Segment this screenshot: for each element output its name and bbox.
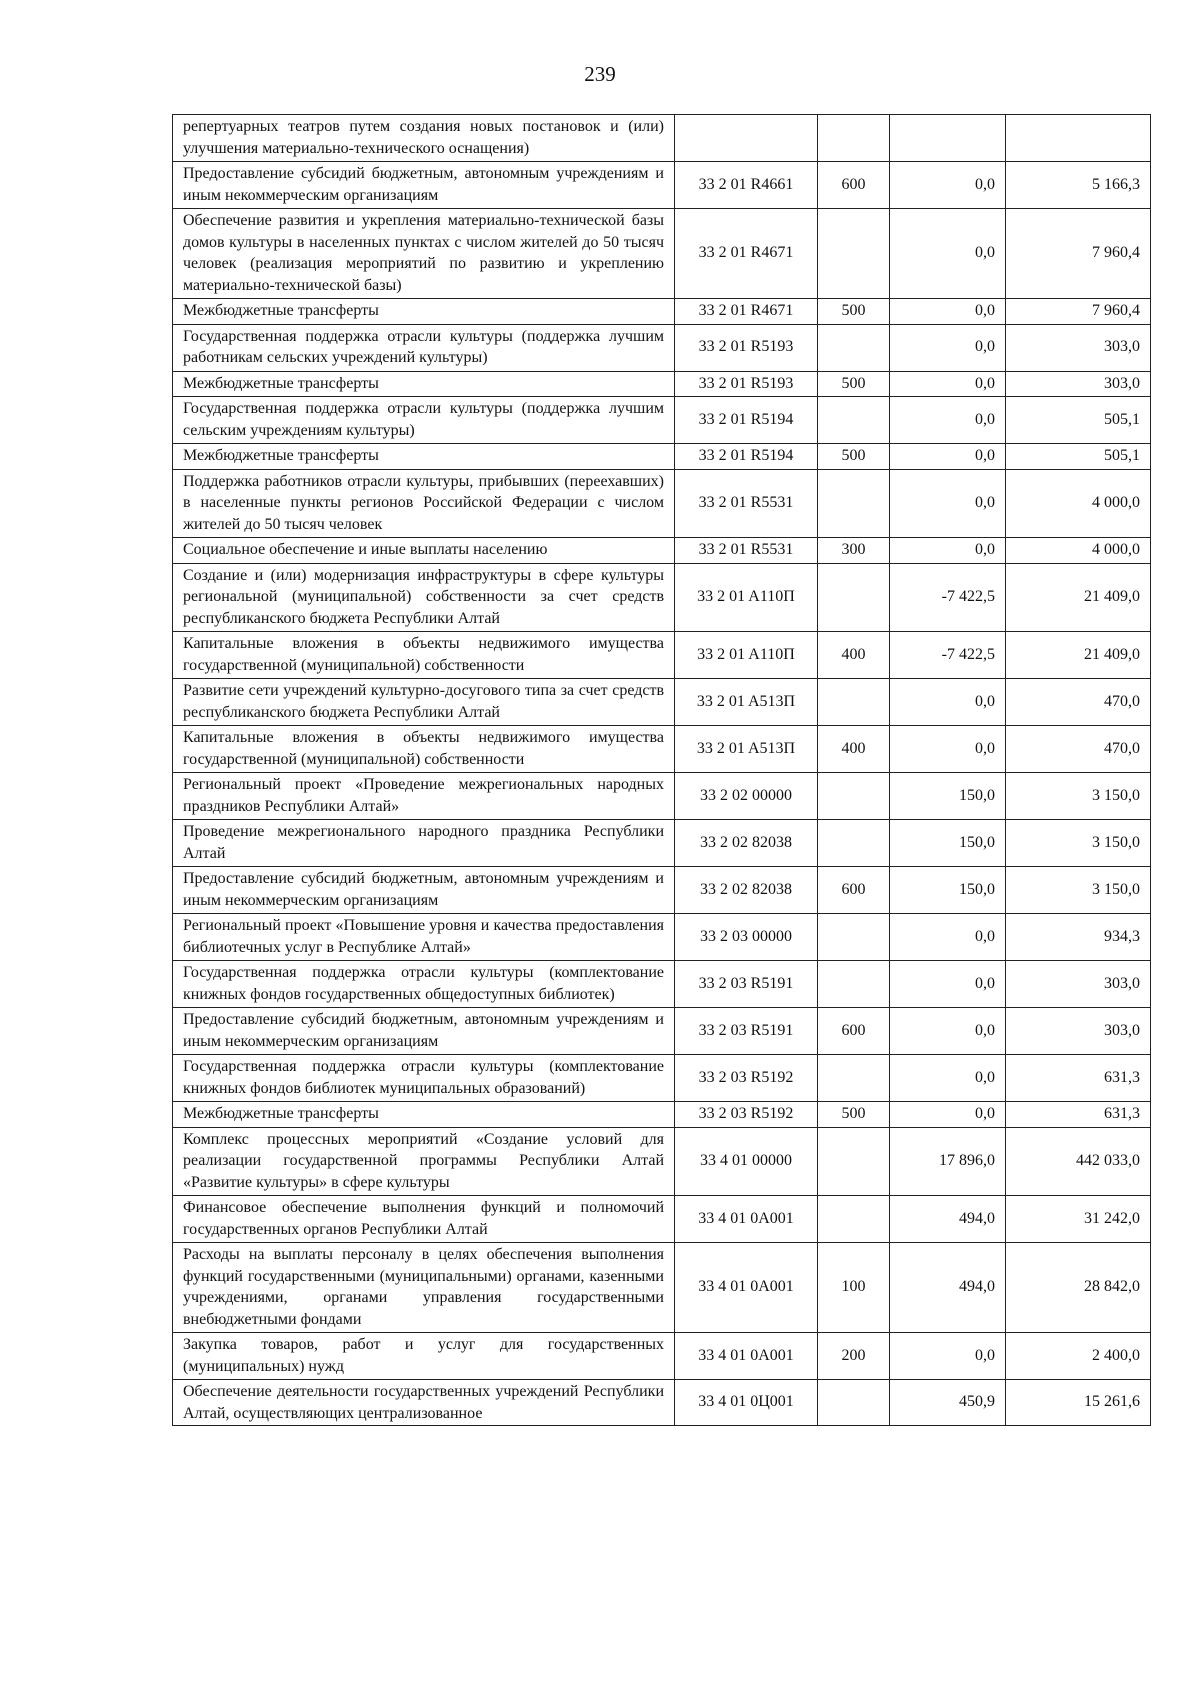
table-row [173, 209, 1151, 299]
target-code-cell: 33 2 01 R5193 [675, 371, 818, 397]
expense-type-cell: 500 [818, 299, 890, 325]
table-row [173, 1127, 1151, 1196]
target-code-cell: 33 2 01 A110П [675, 632, 818, 679]
table-row [173, 679, 1151, 726]
expense-type-cell: 600 [818, 867, 890, 914]
target-code-cell: 33 2 01 R4671 [675, 299, 818, 325]
expense-type-cell [818, 961, 890, 1008]
expense-name-cell: Расходы на выплаты персоналу в целях обеспечения выполнения функций государственными (муниципальными) органами, казенными учреждениями, органами управления государственными внебюджетными фондами [173, 1243, 675, 1333]
target-code-cell: 33 4 01 0A001 [675, 1333, 818, 1380]
total-amount-cell: 28 842,0 [1006, 1243, 1151, 1333]
total-amount-cell: 7 960,4 [1006, 299, 1151, 325]
total-amount-cell: 303,0 [1006, 371, 1151, 397]
total-amount-cell: 2 400,0 [1006, 1333, 1151, 1380]
expense-name-cell: Закупка товаров, работ и услуг для государственных (муниципальных) нужд [173, 1333, 675, 1380]
expense-name-text: Обеспечение деятельности государственных учреждений Республики Алтай, осуществляющих централизованное [183, 1383, 664, 1422]
table-row [173, 726, 1151, 773]
change-amount-cell: 0,0 [890, 1102, 1006, 1128]
target-code-cell: 33 2 01 R4671 [675, 209, 818, 299]
target-code-cell: 33 2 03 R5192 [675, 1055, 818, 1102]
expense-type-cell: 300 [818, 538, 890, 564]
target-code-cell: 33 2 03 R5191 [675, 1008, 818, 1055]
change-amount-cell: 0,0 [890, 1333, 1006, 1380]
expense-name-cell: Проведение межрегионального народного праздника Республики Алтай [173, 820, 675, 867]
expense-name-cell: Капитальные вложения в объекты недвижимого имущества государственной (муниципальной) собственности [173, 726, 675, 773]
expense-name-cell: Государственная поддержка отрасли культуры (поддержка лучшим сельским учреждениям культуры) [173, 397, 675, 444]
target-code-cell: 33 2 01 A110П [675, 563, 818, 632]
table-row [173, 371, 1151, 397]
target-code-cell: 33 2 02 00000 [675, 773, 818, 820]
expense-type-cell: 500 [818, 444, 890, 470]
change-amount-cell: 0,0 [890, 679, 1006, 726]
target-code-cell [675, 115, 818, 162]
table-row [173, 1333, 1151, 1380]
table-row [173, 469, 1151, 538]
target-code-cell: 33 4 01 0A001 [675, 1243, 818, 1333]
change-amount-cell: 0,0 [890, 1055, 1006, 1102]
total-amount-cell: 31 242,0 [1006, 1196, 1151, 1243]
expense-name-cell: Предоставление субсидий бюджетным, автономным учреждениям и иным некоммерческим организациям [173, 1008, 675, 1055]
expense-type-cell [818, 115, 890, 162]
expense-name-cell: Государственная поддержка отрасли культуры (комплектование книжных фондов библиотек муниципальных образований) [173, 1055, 675, 1102]
total-amount-cell: 21 409,0 [1006, 632, 1151, 679]
table-row [173, 1055, 1151, 1102]
table-row [173, 397, 1151, 444]
total-amount-cell: 303,0 [1006, 324, 1151, 371]
expense-name-cell: Государственная поддержка отрасли культуры (комплектование книжных фондов государственных общедоступных библиотек) [173, 961, 675, 1008]
target-code-cell: 33 4 01 00000 [675, 1127, 818, 1196]
target-code-cell: 33 2 03 00000 [675, 914, 818, 961]
table-row [173, 632, 1151, 679]
expense-type-cell: 600 [818, 1008, 890, 1055]
target-code-cell: 33 2 03 R5192 [675, 1102, 818, 1128]
target-code-cell: 33 2 01 A513П [675, 726, 818, 773]
expense-type-cell: 400 [818, 632, 890, 679]
expense-name-cell: Региональный проект «Повышение уровня и качества предоставления библиотечных услуг в Республике Алтай» [173, 914, 675, 961]
expense-name-cell: Поддержка работников отрасли культуры, прибывших (переехавших) в населенные пункты регионов Российской Федерации с числом жителей до 50 тысяч человек [173, 469, 675, 538]
total-amount-cell: 505,1 [1006, 444, 1151, 470]
expense-type-cell: 500 [818, 1102, 890, 1128]
expense-type-cell: 100 [818, 1243, 890, 1333]
total-amount-cell: 5 166,3 [1006, 162, 1151, 209]
change-amount-cell: 17 896,0 [890, 1127, 1006, 1196]
expense-name-cell: репертуарных театров путем создания новых постановок и (или) улучшения материально-технического оснащения) [173, 115, 675, 162]
expense-name-cell: Обеспечение развития и укрепления материально-технической базы домов культуры в населенных пунктах с числом жителей до 50 тысяч человек (реализация мероприятий по развитию и укреплению материально-технической базы) [173, 209, 675, 299]
expense-type-cell [818, 820, 890, 867]
table-row [173, 162, 1151, 209]
expense-type-cell [818, 324, 890, 371]
expense-type-cell [818, 1055, 890, 1102]
expense-type-cell [818, 1127, 890, 1196]
expense-type-cell [818, 209, 890, 299]
target-code-cell: 33 2 03 R5191 [675, 961, 818, 1008]
table-row [173, 961, 1151, 1008]
change-amount-cell: 0,0 [890, 299, 1006, 325]
table-row [173, 324, 1151, 371]
target-code-cell: 33 2 01 A513П [675, 679, 818, 726]
change-amount-cell: 0,0 [890, 726, 1006, 773]
expense-name-cell: Предоставление субсидий бюджетным, автономным учреждениям и иным некоммерческим организациям [173, 867, 675, 914]
expense-name-cell: Межбюджетные трансферты [173, 371, 675, 397]
change-amount-cell: 150,0 [890, 773, 1006, 820]
total-amount-cell: 15 261,6 [1006, 1380, 1151, 1426]
change-amount-cell: 0,0 [890, 371, 1006, 397]
total-amount-cell: 3 150,0 [1006, 773, 1151, 820]
expense-name-cell: Предоставление субсидий бюджетным, автономным учреждениям и иным некоммерческим организациям [173, 162, 675, 209]
total-amount-cell: 303,0 [1006, 1008, 1151, 1055]
expense-type-cell [818, 1380, 890, 1426]
change-amount-cell: 0,0 [890, 961, 1006, 1008]
budget-table [172, 114, 1151, 1426]
expense-name-cell: Межбюджетные трансферты [173, 444, 675, 470]
change-amount-cell: 0,0 [890, 914, 1006, 961]
expense-name-cell: Финансовое обеспечение выполнения функций и полномочий государственных органов Республики Алтай [173, 1196, 675, 1243]
total-amount-cell: 631,3 [1006, 1102, 1151, 1128]
expense-name-cell: Комплекс процессных мероприятий «Создание условий для реализации государственной программы Республики Алтай «Развитие культуры» в сфере культуры [173, 1127, 675, 1196]
expense-type-cell: 600 [818, 162, 890, 209]
total-amount-cell: 470,0 [1006, 726, 1151, 773]
total-amount-cell: 21 409,0 [1006, 563, 1151, 632]
target-code-cell: 33 2 01 R5193 [675, 324, 818, 371]
target-code-cell: 33 4 01 0Ц001 [675, 1380, 818, 1426]
change-amount-cell: 0,0 [890, 397, 1006, 444]
table-row [173, 444, 1151, 470]
total-amount-cell: 3 150,0 [1006, 867, 1151, 914]
target-code-cell: 33 2 02 82038 [675, 867, 818, 914]
total-amount-cell: 3 150,0 [1006, 820, 1151, 867]
expense-name-cell: Межбюджетные трансферты [173, 299, 675, 325]
target-code-cell: 33 2 01 R4661 [675, 162, 818, 209]
total-amount-cell: 442 033,0 [1006, 1127, 1151, 1196]
expense-type-cell [818, 679, 890, 726]
table-row [173, 914, 1151, 961]
table-row [173, 538, 1151, 564]
expense-type-cell [818, 397, 890, 444]
table-row [173, 1102, 1151, 1128]
expense-type-cell: 500 [818, 371, 890, 397]
change-amount-cell: 0,0 [890, 324, 1006, 371]
target-code-cell: 33 4 01 0A001 [675, 1196, 818, 1243]
table-row [173, 1243, 1151, 1333]
expense-type-cell [818, 1196, 890, 1243]
expense-name-cell: Капитальные вложения в объекты недвижимого имущества государственной (муниципальной) собственности [173, 632, 675, 679]
total-amount-cell: 505,1 [1006, 397, 1151, 444]
expense-name-cell: Региональный проект «Проведение межрегиональных народных праздников Республики Алтай» [173, 773, 675, 820]
total-amount-cell: 934,3 [1006, 914, 1151, 961]
total-amount-cell: 7 960,4 [1006, 209, 1151, 299]
target-code-cell: 33 2 01 R5194 [675, 444, 818, 470]
expense-type-cell [818, 469, 890, 538]
table-row [173, 1380, 1151, 1426]
change-amount-cell: 0,0 [890, 469, 1006, 538]
table-row [173, 115, 1151, 162]
change-amount-cell: 450,9 [890, 1380, 1006, 1426]
change-amount-cell: 0,0 [890, 209, 1006, 299]
expense-type-cell [818, 773, 890, 820]
table-row [173, 563, 1151, 632]
table-row [173, 299, 1151, 325]
total-amount-cell [1006, 115, 1151, 162]
change-amount-cell: 0,0 [890, 538, 1006, 564]
total-amount-cell: 631,3 [1006, 1055, 1151, 1102]
change-amount-cell: 0,0 [890, 1008, 1006, 1055]
expense-name-cell: Межбюджетные трансферты [173, 1102, 675, 1128]
change-amount-cell: 494,0 [890, 1196, 1006, 1243]
expense-type-cell: 200 [818, 1333, 890, 1380]
total-amount-cell: 470,0 [1006, 679, 1151, 726]
budget-table-body [173, 115, 1151, 1426]
target-code-cell: 33 2 02 82038 [675, 820, 818, 867]
expense-name-cell [173, 1380, 675, 1426]
expense-name-cell: Государственная поддержка отрасли культуры (поддержка лучшим работникам сельских учреждений культуры) [173, 324, 675, 371]
expense-type-cell [818, 914, 890, 961]
change-amount-cell: -7 422,5 [890, 632, 1006, 679]
page-number: 239 [584, 62, 616, 86]
change-amount-cell: 150,0 [890, 820, 1006, 867]
target-code-cell: 33 2 01 R5531 [675, 538, 818, 564]
target-code-cell: 33 2 01 R5194 [675, 397, 818, 444]
change-amount-cell: 0,0 [890, 162, 1006, 209]
table-row [173, 820, 1151, 867]
expense-name-cell: Развитие сети учреждений культурно-досугового типа за счет средств республиканского бюджета Республики Алтай [173, 679, 675, 726]
table-row [173, 867, 1151, 914]
target-code-cell: 33 2 01 R5531 [675, 469, 818, 538]
table-row [173, 1008, 1151, 1055]
total-amount-cell: 4 000,0 [1006, 469, 1151, 538]
total-amount-cell: 4 000,0 [1006, 538, 1151, 564]
change-amount-cell: 0,0 [890, 444, 1006, 470]
change-amount-cell: -7 422,5 [890, 563, 1006, 632]
change-amount-cell: 150,0 [890, 867, 1006, 914]
expense-type-cell [818, 563, 890, 632]
total-amount-cell: 303,0 [1006, 961, 1151, 1008]
change-amount-cell [890, 115, 1006, 162]
table-row [173, 773, 1151, 820]
table-row [173, 1196, 1151, 1243]
expense-name-cell: Создание и (или) модернизация инфраструктуры в сфере культуры региональной (муниципальной) собственности за счет средств республиканского бюджета Республики Алтай [173, 563, 675, 632]
expense-name-cell: Социальное обеспечение и иные выплаты населению [173, 538, 675, 564]
change-amount-cell: 494,0 [890, 1243, 1006, 1333]
expense-type-cell: 400 [818, 726, 890, 773]
